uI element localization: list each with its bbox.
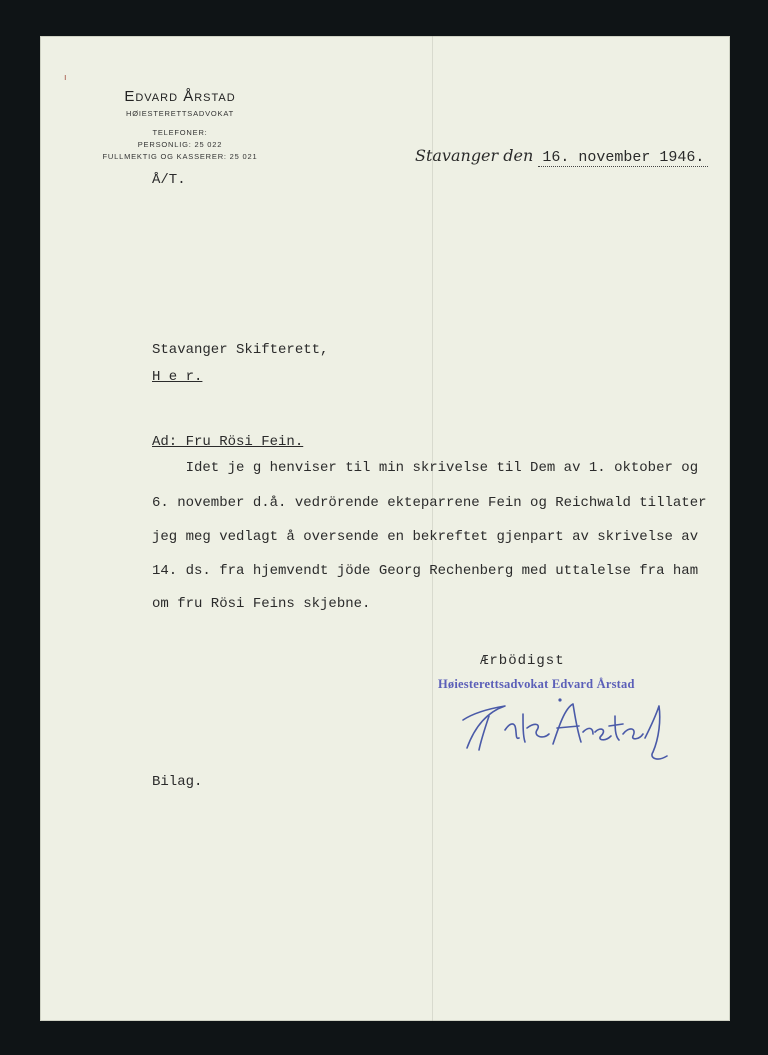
dateline-place: Stavanger den <box>415 146 534 165</box>
handwritten-signature <box>445 686 685 766</box>
body-line: om fru Rösi Feins skjebne. <box>152 596 371 612</box>
reference-code: Å/T. <box>152 172 186 188</box>
enclosure-note: Bilag. <box>152 774 203 790</box>
subject-line: Ad: Fru Rösi Fein. <box>152 434 304 450</box>
dateline <box>415 146 708 166</box>
body-line: 6. november d.å. vedrörende ekteparrene Fein og Reichwald tillater <box>152 495 707 511</box>
rubber-stamp: Høiesterettsadvokat Edvard Årstad <box>438 677 635 691</box>
letterhead-phone-personal: PERSONLIG: 25 022 <box>137 140 223 149</box>
body-line: Idet je g henviser til min skrivelse til Dem av 1. oktober og <box>152 460 699 476</box>
letterhead-phone-office: FULLMEKTIG OG KASSERER: 25 021 <box>102 152 258 161</box>
letterhead-title: HØIESTERETTSADVOKAT <box>126 109 234 118</box>
margin-mark: ı <box>64 72 67 82</box>
closing-salutation: Ærbödigst <box>480 653 565 669</box>
body-line: 14. ds. fra hjemvendt jöde Georg Rechenberg med uttalelse fra ham <box>152 563 699 579</box>
body-line: jeg meg vedlagt å oversende en bekreftet gjenpart av skrivelse av <box>152 529 699 545</box>
recipient-location: H e r. <box>152 369 203 385</box>
letter-page <box>40 36 730 1021</box>
letterhead-phones-label: TELEFONER: <box>152 128 208 137</box>
recipient-name: Stavanger Skifterett, <box>152 342 329 358</box>
dateline-date: 16. november 1946. <box>538 149 708 167</box>
letterhead-name: Edvard Årstad <box>124 88 236 105</box>
